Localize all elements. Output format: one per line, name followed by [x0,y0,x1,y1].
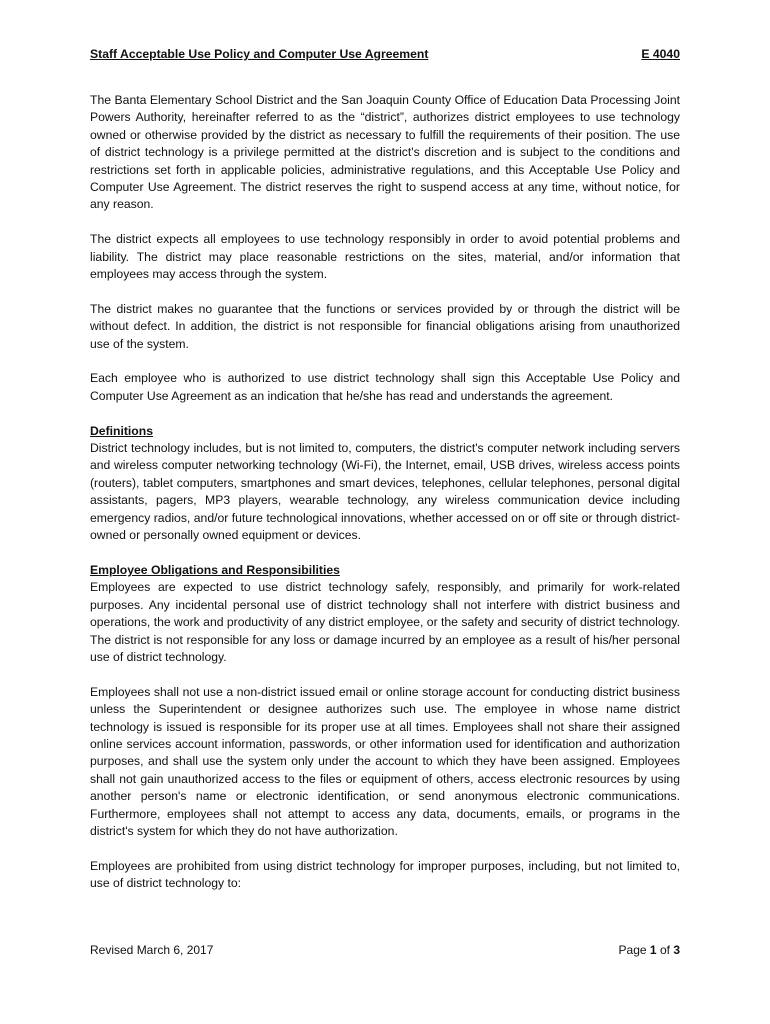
intro-paragraph-2: The district expects all employees to use technology responsibly in order to avoid potential problems and liability. The district may place reasonable restrictions on the sites, material, and/or information that employees may access through the system. [90,232,680,282]
document-code: E 4040 [641,47,680,61]
intro-paragraph-1: The Banta Elementary School District and the San Joaquin County Office of Education Data Processing Joint Powers Authority, hereinafter referred to as the “district”, authorizes district employees to use technology owned or otherwise provided by the district as necessary to fulfill the requirements of their position. The use of district technology is a privilege permitted at the district's discretion and is subject to the conditions and restrictions set forth in applicable policies, administrative regulations, and this Acceptable Use Policy and Computer Use Agreement. The district reserves the right to suspend access at any time, without notice, for any reason. [90,93,680,212]
definitions-section [90,423,680,545]
obligations-section [90,562,680,893]
obligations-heading: Employee Obligations and Responsibilities [90,562,340,577]
document-footer [90,943,680,957]
page-total: 3 [673,943,680,957]
document-body [90,92,680,910]
page-number [619,943,680,957]
definitions-heading: Definitions [90,423,153,438]
revision-date: Revised March 6, 2017 [90,943,214,957]
document-header [90,47,680,61]
intro-paragraph-4: Each employee who is authorized to use district technology shall sign this Acceptable Use Policy and Computer Use Agreement as an indication that he/she has read and understands the agreement. [90,371,680,403]
obligations-paragraph-3: Employees are prohibited from using district technology for improper purposes, including, but not limited to, use of district technology to: [90,858,680,891]
page-of: of [659,943,670,957]
definitions-paragraph: District technology includes, but is not limited to, computers, the district's computer network including servers and wireless computer networking technology (Wi-Fi), the Internet, email, USB drives, wireless access points (routers), tablet computers, smartphones and smart devices, telephones, cellular telephones, personal digital assistants, pagers, MP3 players, wearable technology, any wireless communication device including emergency radios, and/or future technological innovations, whether accessed on or off site or through district-owned or personally owned equipment or devices. [90,441,680,543]
page-current: 1 [649,943,657,957]
page-label: Page [618,943,647,957]
obligations-paragraph-1: Employees are expected to use district technology safely, responsibly, and primarily for work-related purposes. Any incidental personal use of district technology shall not interfere with district business and operations, the work and productivity of any district employee, or the safety and security of district technology. The district is not responsible for any loss or damage incurred by an employee as a result of his/her personal use of district technology. [90,580,680,664]
obligations-paragraph-2: Employees shall not use a non-district issued email or online storage account for conducting district business unless the Superintendent or designee authorizes such use. The employee in whose name district technology is issued is responsible for its proper use at all times. Employees shall not share their assigned online services account information, passwords, or other information used for identification and authorization purposes, and shall use the system only under the account to which they have been assigned. Employees shall not gain unauthorized access to the files or equipment of others, access electronic resources by using another person's name or electronic identification, or send anonymous electronic communications. Furthermore, employees shall not attempt to access any data, documents, emails, or programs in the district's system for which they do not have authorization. [90,684,680,838]
document-title: Staff Acceptable Use Policy and Computer Use Agreement [90,47,429,61]
intro-paragraph-3: The district makes no guarantee that the functions or services provided by or through the district will be without defect. In addition, the district is not responsible for financial obligations arising from unauthorized use of the system. [90,301,680,351]
